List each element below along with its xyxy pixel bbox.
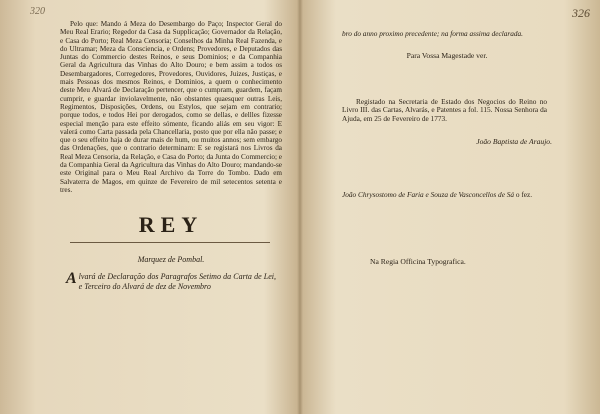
dropcap-letter: A xyxy=(66,270,77,288)
registration-signer: João Baptista de Araujo. xyxy=(476,137,552,147)
maker-line xyxy=(342,190,582,199)
left-page xyxy=(0,0,298,414)
right-page xyxy=(302,0,600,414)
right-folio-number: 326 xyxy=(572,6,590,20)
maker-name: João Chrysostomo de Faria e Souza de Vasconcellos de Sá xyxy=(342,190,515,200)
maker-suffix: o fez. xyxy=(514,190,533,200)
signer-name: Marquez de Pombal. xyxy=(137,255,205,265)
para-majesty-line: Para Vossa Magestade ver. xyxy=(406,50,488,60)
left-folio-number: 320 xyxy=(30,6,45,17)
continuation-text: bro do anno proximo precedente; na forma assima declarada. xyxy=(342,29,523,38)
decree-paragraph: Pelo que: Mando á Meza do Desembargo do Paço; Inspector Geral do Meu Real Erario; Regedor da Casa da Supplicação; Governador da Relação, e Casa do Porto; Real Meza Censoria; Conselhos da Minha Real Fazenda, e do Ultramar; Meza da Consciencia, e Ordens; Provedores, e Deputados das Juntas do Commercio destes Reinos, e seus Dominios; e da Companhia Geral da Agricultura das Vinhas do Alto Douro; e bem assim a todos os Desembargadores, Corregedores, Provedores, Ouvidores, Juizes, Justiças, e mais Pessoas dos mesmos Reinos, e Dominios, a quem o conhecimento deste Meu Alvará de Declaração pertencer, que o cumpram, guardem, façam cumprir, e guardar inviolavelmente, não obstantes quaesquer outras Leis, Regimentos, Disposições, Ordens, ou Estylos, que sejam em contrario; porque todos, e todos Hei por derogados, como se dellas, e dellles fizesse especial menção para este effeito sómente, ficando aliás em seu vigor: E valerá como Carta passada pela Chancellaria, posto que por ella não passe; e que o seu effeito haja de durar mais de hum, ou muitos annos; sem embargo das Ordenações, que o contrario determinam: E se registará nos Livros da Real Meza Censoria, da Relação, e Casa do Porto; da Junta do Commercio; e da Companhia Geral da Agricultura das Vinhas do Alto Douro; mandando-se este Original para o Meu Real Archivo da Torre do Tombo. Dado em Salvaterra de Magos, em quinze de Fevereiro de mil setecentos setenta e tres. xyxy=(60,20,282,194)
rey-heading: REY xyxy=(138,212,204,238)
printing-office: Na Regia Officina Typografica. xyxy=(370,257,466,267)
signature-rule xyxy=(70,242,270,243)
alvara-title xyxy=(66,272,276,292)
registration-note xyxy=(342,98,547,124)
alvara-text: lvará de Declaração dos Paragrafos Setimo da Carta de Lei, e Terceiro do Alvará de dez de Novembro xyxy=(78,272,276,292)
decree-body-text xyxy=(60,20,282,194)
registration-paragraph: Registado na Secretaria de Estado dos Negocios do Reino no Livro III. das Cartas, Alvarás, e Patentes a fol. 115. Nossa Senhora da Ajuda, em 25 de Fevereiro de 1773. xyxy=(342,96,547,123)
